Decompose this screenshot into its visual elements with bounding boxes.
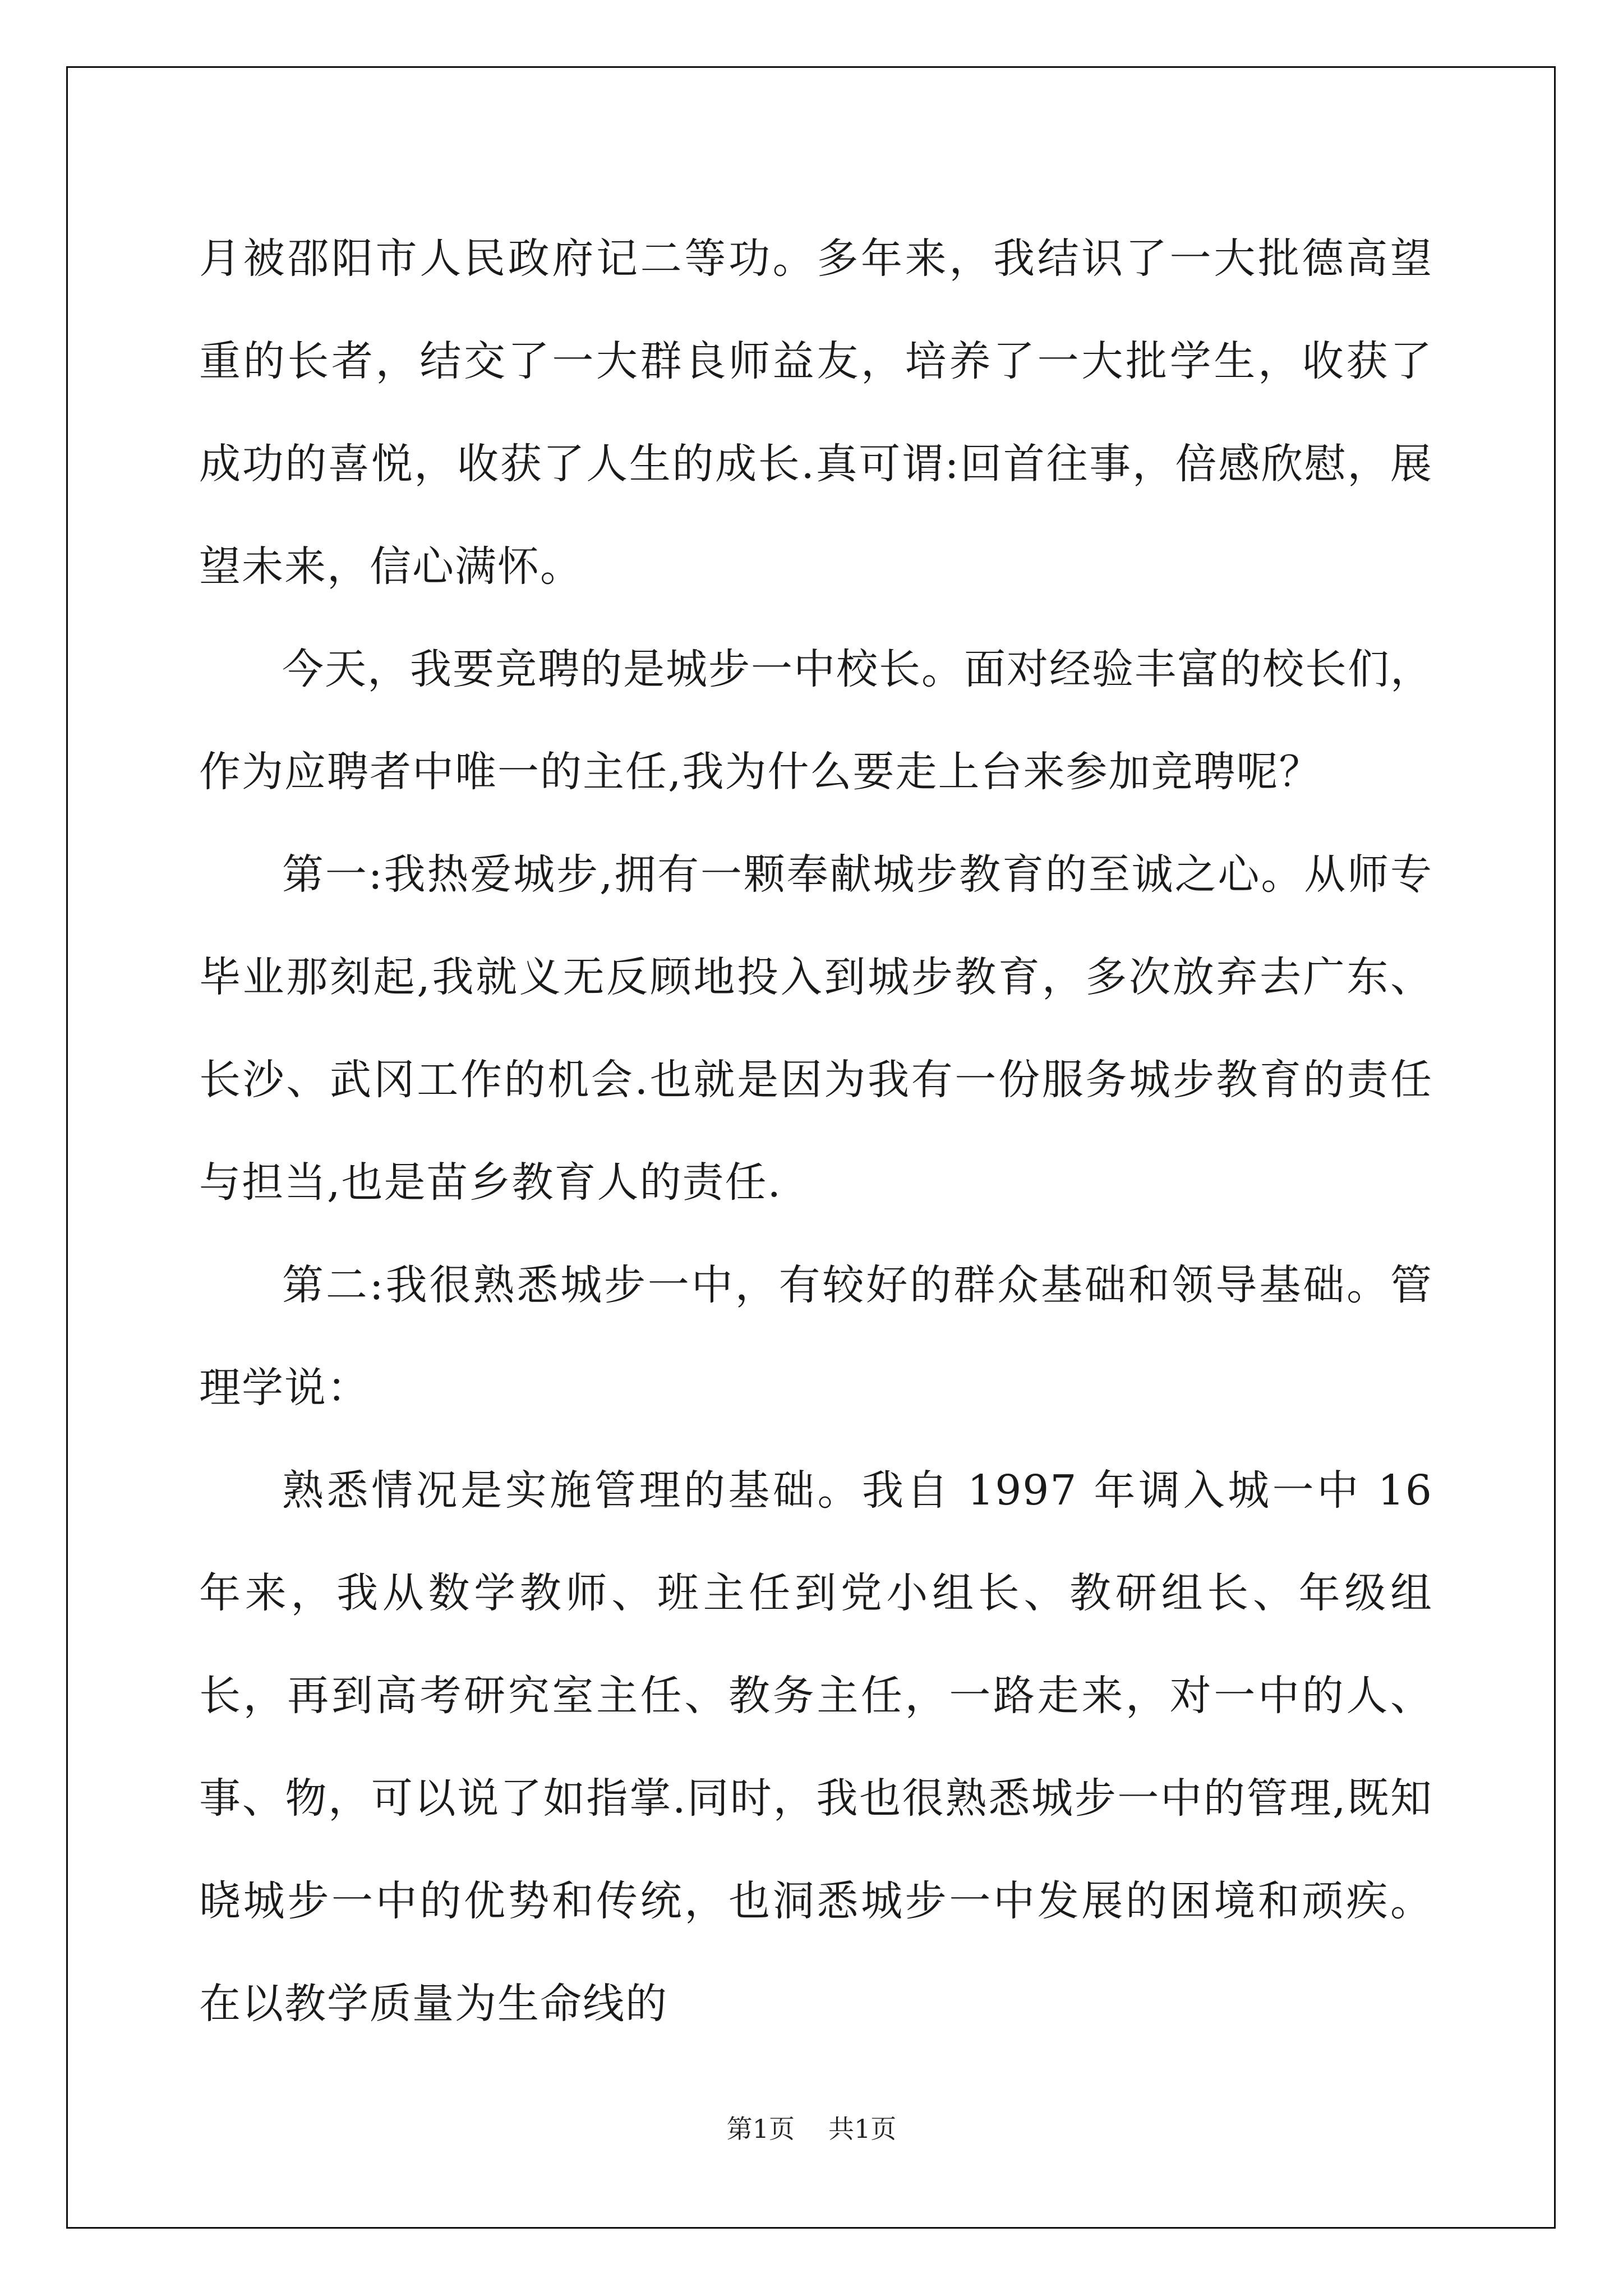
paragraph-2: 今天，我要竞聘的是城步一中校长。面对经验丰富的校长们，作为应聘者中唯一的主任,我为什么要走上台来参加竞聘呢？ xyxy=(199,645,1433,796)
page-footer xyxy=(0,2112,1623,2146)
paragraph-3: 第一:我热爱城步,拥有一颗奉献城步教育的至诚之心。从师专毕业那刻起,我就义无反顾地投入到城步教育，多次放弃去广东、长沙、武冈工作的机会.也就是因为我有一份服务城步教育的责任与担当,也是苗乡教育人的责任. xyxy=(199,850,1433,1207)
document-body xyxy=(199,208,1433,2055)
paragraph-4: 第二:我很熟悉城步一中，有较好的群众基础和领导基础。管理学说： xyxy=(199,1261,1433,1412)
page-number-total: 共1页 xyxy=(828,2114,897,2144)
paragraph-5: 熟悉情况是实施管理的基础。我自 1997 年调入城一中 16 年来，我从数学教师、班主任到党小组长、教研组长、年级组长，再到高考研究室主任、教务主任，一路走来，对一中的人、事、物，可以说了如指掌.同时，我也很熟悉城步一中的管理,既知晓城步一中的优势和传统，也洞悉城步一中发展的困境和顽疾。在以教学质量为生命线的 xyxy=(199,1466,1433,2028)
paragraph-1: 月被邵阳市人民政府记二等功。多年来，我结识了一大批德高望重的长者，结交了一大群良师益友，培养了一大批学生，收获了成功的喜悦，收获了人生的成长.真可谓:回首往事，倍感欣慰，展望未来，信心满怀。 xyxy=(199,234,1433,591)
page-number-current: 第1页 xyxy=(726,2114,795,2144)
